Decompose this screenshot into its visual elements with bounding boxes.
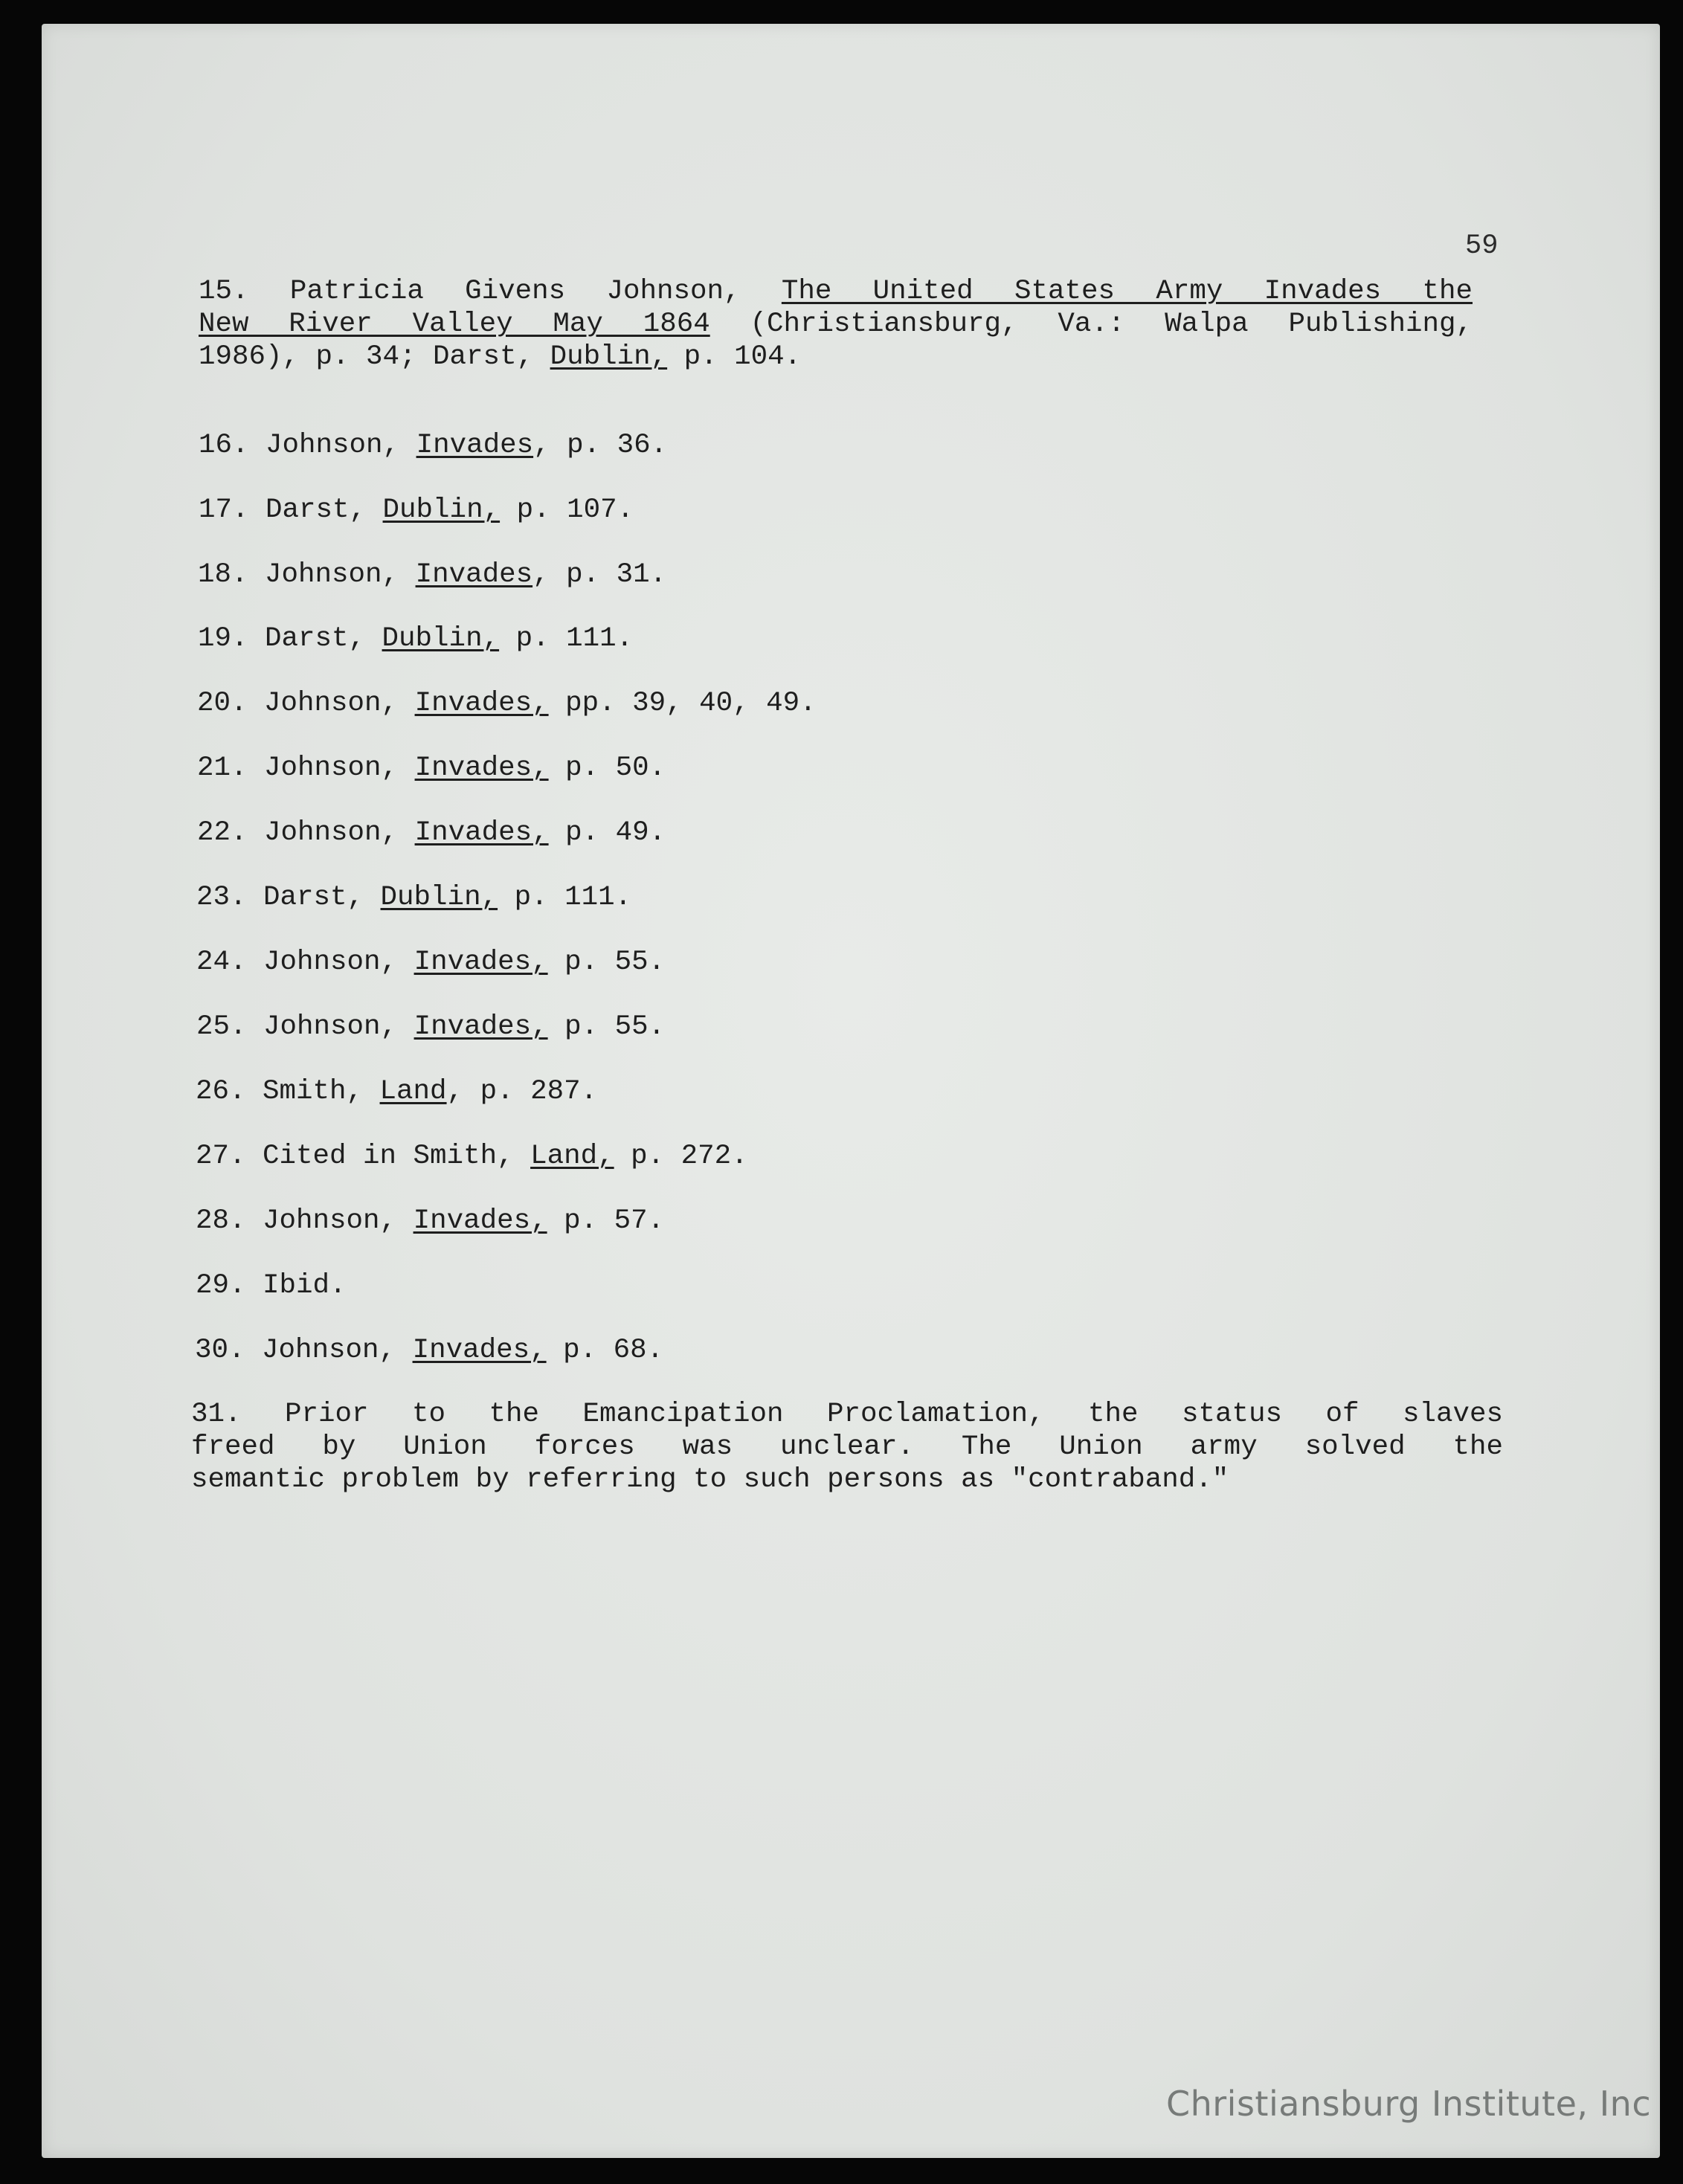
- endnote: [196, 881, 631, 914]
- endnote-author: Johnson,: [245, 1335, 413, 1366]
- endnote-title: Invades,: [414, 817, 549, 848]
- endnote-number: 24.: [196, 947, 247, 978]
- endnote: [196, 1205, 664, 1237]
- endnote-number: 28.: [196, 1205, 246, 1237]
- endnote: [196, 1075, 597, 1108]
- endnote-author: Johnson,: [248, 430, 416, 461]
- endnote-number: 26.: [196, 1076, 246, 1107]
- endnote: [196, 1140, 748, 1173]
- endnote: [196, 946, 665, 979]
- endnote-author: Cited in Smith,: [245, 1141, 531, 1172]
- endnote-number: 16.: [199, 430, 249, 461]
- endnote-title: Dublin,: [382, 495, 501, 526]
- endnote-page: p. 50.: [548, 753, 666, 784]
- endnote-number: 19.: [198, 623, 248, 654]
- endnote-title: Invades,: [413, 1205, 547, 1237]
- endnote-title: Land,: [530, 1141, 614, 1172]
- endnote-author: Ibid.: [245, 1270, 347, 1301]
- endnote: [197, 816, 666, 849]
- endnote-number: 18.: [198, 559, 248, 590]
- endnote-title: Dublin,: [380, 882, 498, 913]
- endnote-author: Darst,: [248, 495, 383, 526]
- endnote-page: pp. 39, 40, 49.: [548, 688, 817, 719]
- endnote-page: p. 57.: [547, 1205, 665, 1237]
- endnote-author: Smith,: [245, 1076, 380, 1107]
- endnote-number: 20.: [197, 688, 248, 719]
- endnote: [198, 622, 633, 655]
- endnote-author: Johnson,: [245, 1205, 413, 1237]
- endnote: [197, 752, 666, 785]
- endnote-15-line-1: [199, 275, 1473, 308]
- endnote-title: Invades,: [413, 947, 548, 978]
- endnote-author: Johnson,: [247, 817, 415, 848]
- endnote: [195, 1334, 663, 1367]
- endnote-author: Johnson,: [248, 559, 416, 590]
- endnote-15-line-2: [199, 308, 1473, 341]
- endnote-15-publisher: (Christiansburg, Va.: Walpa Publishing,: [709, 309, 1473, 340]
- endnote-31-line-3: semantic problem by referring to such persons as "contraband.": [191, 1464, 1229, 1495]
- endnote-page: p. 111.: [499, 623, 634, 654]
- endnote-number: 30.: [195, 1335, 245, 1366]
- endnote-31-line-1: 31. Prior to the Emancipation Proclamation, the status of slaves: [191, 1399, 1503, 1430]
- endnote-15-title: The United States Army Invades the: [781, 276, 1473, 307]
- endnote-page: , p. 287.: [446, 1076, 598, 1107]
- endnote: [198, 558, 666, 591]
- endnote-page: p. 107.: [500, 495, 634, 526]
- endnote-title: Invades,: [412, 1335, 547, 1366]
- endnote-number: 21.: [197, 753, 248, 784]
- endnote-number: 27.: [196, 1141, 246, 1172]
- endnote-15-page: p. 104.: [667, 341, 802, 373]
- endnote-15-darst-title: Dublin,: [550, 341, 668, 373]
- endnote: [196, 1269, 347, 1302]
- endnote-page: , p. 36.: [533, 430, 668, 461]
- endnote-title: Invades,: [413, 1011, 548, 1043]
- endnote: [199, 494, 634, 526]
- endnote-title: Dublin,: [382, 623, 500, 654]
- endnote-author: Johnson,: [246, 947, 414, 978]
- endnote-15-line-3: [199, 341, 1473, 373]
- endnote-15-citation: 1986), p. 34; Darst,: [199, 341, 550, 373]
- endnote-title: Land: [379, 1076, 447, 1107]
- endnote-page: p. 49.: [548, 817, 666, 848]
- document-page: [42, 24, 1660, 2158]
- endnote-author: Johnson,: [247, 753, 415, 784]
- endnote-15-author: 15. Patricia Givens Johnson,: [199, 276, 782, 307]
- endnote-number: 23.: [196, 882, 247, 913]
- watermark-text: Christiansburg Institute, Inc: [1166, 2084, 1652, 2124]
- endnote-number: 25.: [196, 1011, 247, 1043]
- endnote-number: 29.: [196, 1270, 246, 1301]
- endnote-title: Invades,: [414, 688, 549, 719]
- endnote-title: Invades: [416, 430, 534, 461]
- endnote-number: 22.: [197, 817, 248, 848]
- endnote-author: Darst,: [246, 882, 381, 913]
- endnote-31-line-2: freed by Union forces was unclear. The Union army solved the: [191, 1431, 1503, 1463]
- endnote-31: [191, 1398, 1503, 1496]
- endnote-author: Johnson,: [246, 1011, 414, 1043]
- endnote-author: Johnson,: [247, 688, 415, 719]
- page-number: 59: [1465, 231, 1499, 262]
- endnote: [197, 687, 817, 720]
- endnote-15-title-cont: New River Valley May 1864: [199, 309, 710, 340]
- endnote-page: p. 55.: [547, 947, 666, 978]
- endnote-page: p. 111.: [498, 882, 632, 913]
- endnote-author: Darst,: [248, 623, 382, 654]
- endnote-number: 17.: [199, 495, 249, 526]
- endnote-page: p. 68.: [546, 1335, 664, 1366]
- endnote-page: p. 55.: [547, 1011, 666, 1043]
- endnote-page: , p. 31.: [532, 559, 667, 590]
- endnote-title: Invades,: [414, 753, 549, 784]
- endnote-title: Invades: [415, 559, 533, 590]
- endnote-15: [199, 275, 1473, 373]
- endnote: [199, 429, 667, 462]
- endnote: [196, 1011, 665, 1043]
- endnote-page: p. 272.: [614, 1141, 748, 1172]
